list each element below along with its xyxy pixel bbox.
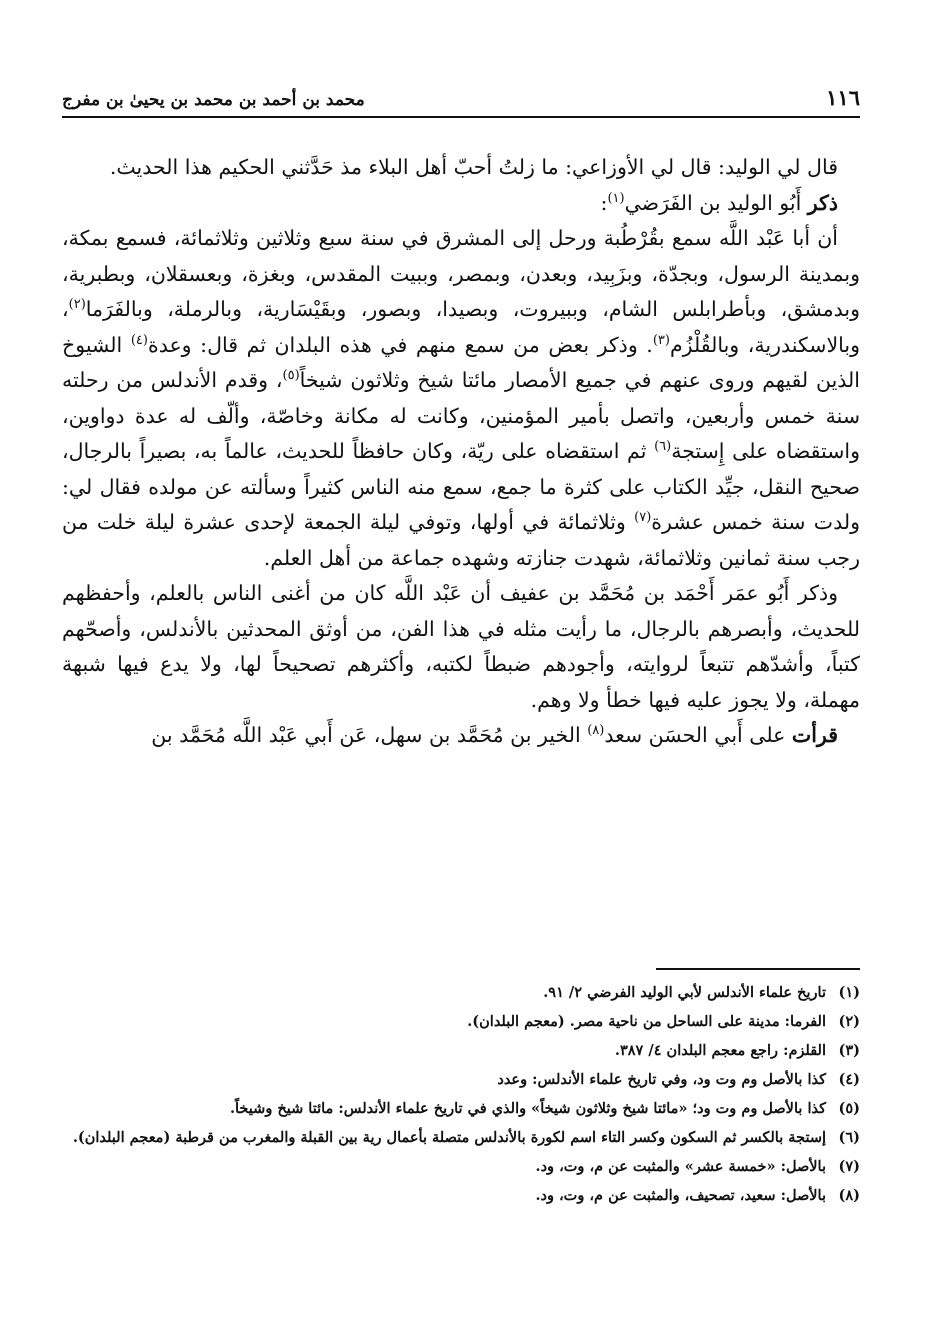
footnote-item: [62, 980, 860, 1006]
footnote-item: [62, 1154, 860, 1180]
footnote-text: كذا بالأصل وم وت ود، وفي تاريخ علماء الأندلس: وعدد: [497, 1071, 826, 1088]
running-title: محمد بن أحمد بن محمد بن يحيىٰ بن مفرج: [62, 90, 365, 110]
footnote-item: [62, 1009, 860, 1035]
page-number: ١١٦: [826, 85, 860, 110]
paragraph-text: . وذكر بعض من سمع منهم في هذه البلدان ثم قال: وعدة: [147, 332, 653, 357]
paragraph-text: الشيوخ الذين لقيهم وروى عنهم في جميع الأمصار مائتا شيخ وثلاثون شيخاً: [62, 332, 860, 392]
footnote-ref-6: (٦): [654, 439, 672, 455]
footnote-item: [62, 1125, 860, 1151]
footnote-text: بالأصل: «خمسة عشر» والمثبت عن م، وت، ود.: [535, 1158, 826, 1175]
paragraph-text: ، وبالاسكندرية، وبالقُلْزُم: [62, 297, 860, 357]
footnote-item: [62, 1038, 860, 1064]
paragraph-text: أن أبا عَبْد اللَّه سمع بقُرْطُبة ورحل إلى المشرق في سنة سبع وثلاثين وثلاثمائة، فسمع بمكة، وبمدينة الرسول، وبجدّة، وبزَبِيد، وبعدن، وبمصر، وببيت المقدس، وبغزة، وبعسقلان، وبطبرية، وبدمشق، وبأطرابلس الشام، وببيروت، وبصيدا، وبصور، وبقَيْسَارية، وبالرملة، وبالفَرَما: [62, 226, 860, 321]
footnote-number: (١): [838, 984, 860, 1001]
footnote-item: [62, 1096, 860, 1122]
footnote-separator: [656, 968, 860, 970]
footnote-ref-1: (١): [607, 190, 625, 206]
footnote-text: كذا بالأصل وم وت ود؛ «مائتا شيخ وثلاثون شيخاً» والذي في تاريخ علماء الأندلس: مائتا شيخ وشيخاً.: [229, 1100, 826, 1117]
footnote-number: (٦): [838, 1129, 860, 1146]
paragraph-text: وثلاثمائة في أولها، وتوفي ليلة الجمعة لإحدى عشرة ليلة خلت من رجب سنة ثمانين وثلاثمائة، شهدت جنازته وشهده جماعة من أهل العلم.: [62, 510, 860, 570]
footnote-number: (٣): [838, 1042, 860, 1059]
paragraph-lead-word: قرأت: [791, 723, 838, 747]
footnote-item: [62, 1067, 860, 1093]
footnote-number: (٤): [838, 1071, 860, 1088]
footnote-ref-5: (٥): [282, 368, 300, 384]
paragraph-text: على أَبي الحسَن سعد: [604, 723, 792, 747]
paragraph-1: قال لي الوليد: قال لي الأوزاعي: ما زلتُ أحبّ أهل البلاء مذ حَدَّثني الحكيم هذا الحديث.: [109, 155, 838, 179]
paragraph-5: [62, 718, 860, 754]
footnote-text: بالأصل: سعيد، تصحيف، والمثبت عن م، وت، ود.: [535, 1187, 826, 1204]
paragraph-lead-word: ذكر: [807, 190, 838, 215]
footnote-number: (٥): [838, 1100, 860, 1117]
paragraph-text: ثم استقضاه على ريّة، وكان حافظاً للحديث، عالماً به، بصيراً بالرجال، صحيح النقل، جيِّد الكتاب على كثرة ما جمع، سمع منه الناس كثيراً وسألته عن مولده فقال لي: ولدت سنة خمس عشرة: [62, 439, 860, 534]
paragraph-text: :: [600, 190, 608, 215]
footnote-text: تاريخ علماء الأندلس لأبي الوليد الفرضي ٢/ ٩١.: [543, 984, 826, 1001]
paragraph-3: [62, 221, 860, 576]
footnote-ref-3: (٣): [652, 332, 670, 348]
footnote-text: الفرما: مدينة على الساحل من ناحية مصر. (معجم البلدان).: [467, 1013, 826, 1030]
footnote-item: [62, 1183, 860, 1209]
footnotes: [62, 980, 860, 1212]
paragraph-text: الخير بن مُحَمَّد بن سهل، عَن أَبي عَبْد اللَّه مُحَمَّد بن: [151, 723, 588, 747]
paragraph-text: ، وقدم الأندلس من رحلته سنة خمس وأربعين، واتصل بأمير المؤمنين، وكانت له مكانة وخاصّة، وألّف له عدة دواوين، واستقضاه على إِستجة: [62, 368, 860, 463]
page-header: [62, 76, 860, 110]
paragraph-4: وذكر أَبُو عمَر أَحْمَد بن مُحَمَّد بن عفيف أن عَبْد اللَّه كان من أغنى الناس بالعلم، وأحفظهم للحديث، وأبصرهم بالرجال، ما رأيت مثله في هذا الفن، من أوثق المحدثين بالأندلس، وأصحّهم كتباً، وأشدّهم تتبعاً لروايته، وأجودهم ضبطاً لكتبه، وأكثرهم تصحيحاً لها، ولا يدع فيها شبهة مهملة، ولا يجوز عليه فيها خطأ ولا وهم.: [62, 581, 860, 712]
footnote-text: إستجة بالكسر ثم السكون وكسر التاء اسم لكورة بالأندلس متصلة بأعمال رية بين القبلة والمغرب من قرطبة (معجم البلدان).: [72, 1129, 826, 1146]
book-page: [62, 0, 860, 1332]
footnote-number: (٧): [838, 1158, 860, 1175]
footnote-number: (٢): [838, 1013, 860, 1030]
header-rule: [62, 116, 860, 118]
footnote-number: (٨): [838, 1187, 860, 1204]
paragraph-text: أَبُو الوليد بن الفَرَضي: [624, 190, 808, 215]
footnote-text: القلزم: راجع معجم البلدان ٤/ ٣٨٧.: [614, 1042, 826, 1059]
paragraph-2: [62, 186, 860, 222]
main-text: [62, 150, 860, 754]
footnote-ref-2: (٢): [68, 297, 86, 313]
footnote-ref-4: (٤): [130, 332, 148, 348]
footnote-ref-7: (٧): [634, 510, 652, 526]
footnote-ref-8: (٨): [587, 723, 605, 739]
